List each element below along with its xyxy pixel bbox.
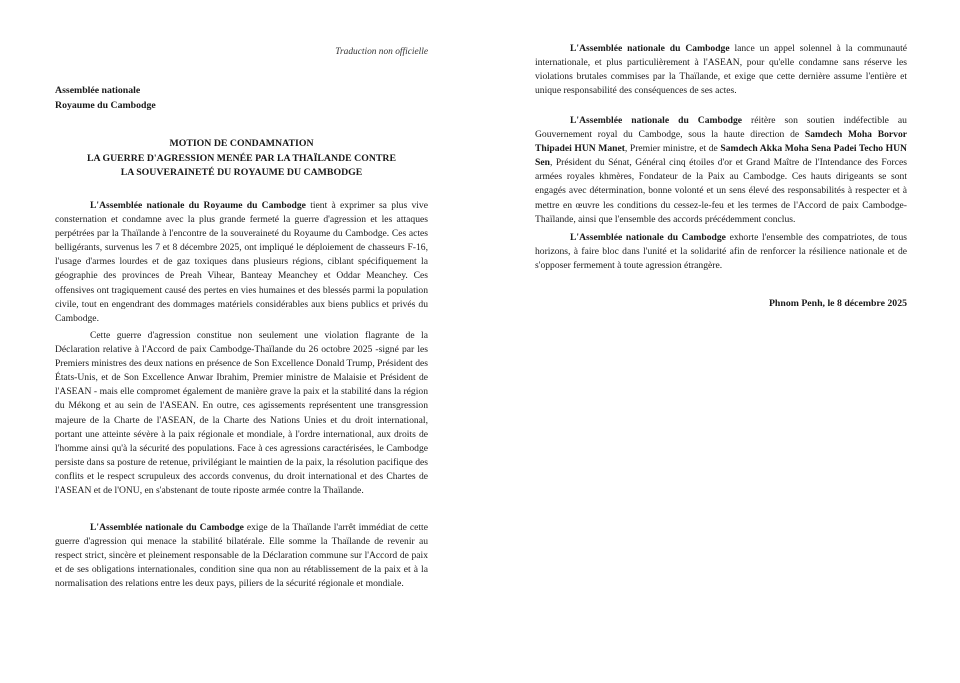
paragraph-text: lance un appel solennel à la communauté internationale, et plus particulièrement à l'ASEAN, pour qu'elle condamne sans réserve les violations brutales commises par la Thaïlande, et exige que cette dernière assume l'entière et unique responsabilité des conséquences de ses actes.	[535, 43, 907, 97]
leader-name-senate-president: Samdech Akka Moha Sena Padei Techo HUN Sen	[535, 143, 907, 169]
sender-line-kingdom: Royaume du Cambodge	[55, 100, 156, 111]
paragraph-lead: L'Assemblée nationale du Cambodge	[570, 115, 743, 126]
translation-note: Traduction non officielle	[335, 47, 428, 57]
title-line-3: LA SOUVERAINETÉ DU ROYAUME DU CAMBODGE	[120, 167, 363, 178]
document-title	[55, 137, 428, 181]
paragraph-text: tient à exprimer sa plus vive consternation et condamne avec la plus grande fermeté la guerre d'agression et les attaques perpétrées par la Thaïlande à l'encontre de la souveraineté du Royaume du Cambodge. Ces actes belligérants, survenus les 7 et 8 décembre 2025, ont impliqué le déploiement de chasseurs F-16, l'usage d'armes lourdes et de gaz toxiques dans plusieurs régions, ciblant spécifiquement la géographie des provinces de Preah Vihear, Banteay Meanchey et Oddar Meanchey. Ces offensives ont tragiquement causé des pertes en vies humaines et des blessés parmi la population civile, tout en engendrant des dommages matériels considérables aux biens publics et privés du Cambodge.	[55, 200, 428, 324]
paragraph-text: Cette guerre d'agression constitue non seulement une violation flagrante de la Déclaration relative à l'Accord de paix Cambodge-Thaïlande du 26 octobre 2025 -signé par les Premiers ministres des deux nations en présence de Son Excellence Donald Trump, Président des États-Unis, et de Son Excellence Anwar Ibrahim, Premier ministre de Malaisie et Président de l'ASEAN - mais elle compromet également de manière grave la paix et la stabilité dans la région du Mékong et au sein de l'ASEAN. En outre, ces agissements représentent une transgression majeure de la Charte de l'ASEAN, de la Charte des Nations Unies et du droit international, portant une atteinte sévère à la paix régionale et mondiale, à l'ordre international, aux droits de l'homme ainsi qu'à la sécurité des populations. Face à ces agressions caractérisées, le Cambodge persiste dans sa posture de retenue, privilégiant le maintien de la paix, la résolution pacifique des conflits et le respect scrupuleux des accords convenus, du droit international et des Chartes de l'ASEAN et de l'ONU, en s'abstenant de toute riposte armée contre la Thaïlande.	[55, 330, 429, 497]
paragraph-support	[535, 114, 907, 227]
paragraph-condemnation	[55, 199, 428, 326]
paragraph-lead: L'Assemblée nationale du Cambodge	[570, 232, 726, 243]
paragraph-text: , Premier ministre, et de	[624, 143, 721, 155]
title-line-2: LA GUERRE D'AGRESSION MENÉE PAR LA THAÏLANDE CONTRE	[86, 152, 397, 164]
paragraph-violation	[55, 329, 428, 498]
paragraph-text: exige de la Thaïlande l'arrêt immédiat de cette guerre d'agression qui menace la stabilité bilatérale. Elle somme la Thaïlande de revenir au respect strict, sincère et pleinement responsable de la Déclaration commune sur l'Accord de paix et de ses obligations internationales, condition sine qua non au rétablissement de la paix et à la normalisation des relations entre les deux pays, piliers de la sécurité régionale et mondiale.	[55, 522, 428, 590]
sender-block	[55, 83, 156, 113]
paragraph-text: exhorte l'ensemble des compatriotes, de tous horizons, à faire bloc dans l'unité et la solidarité afin de renforcer la résilience nationale et de s'opposer fermement à toute agression étrangère.	[535, 232, 907, 272]
page-right	[480, 0, 960, 683]
paragraph-appeal	[535, 42, 907, 98]
paragraph-text: réitère son soutien indéfectible au Gouvernement royal du Cambodge, sous la haute direction de	[535, 115, 907, 141]
paragraph-exhortation	[535, 231, 907, 273]
title-line-1: MOTION DE CONDAMNATION	[169, 138, 314, 149]
paragraph-text: , Président du Sénat, Général cinq étoiles d'or et Grand Maître de l'Intendance des Forces armées royales khmères, Fondateur de la Paix au Cambodge. Ces hauts dirigeants se sont engagés avec détermination, bonne volonté et un sens élevé des responsabilités à respecter et à mettre en œuvre les conditions du cessez-le-feu et les termes de l'Accord de paix Cambodge-Thaïlande, ainsi que l'ensemble des accords précédemment conclus.	[535, 157, 907, 225]
sender-line-assembly: Assemblée nationale	[55, 85, 141, 96]
leader-name-prime-minister: Samdech Moha Borvor Thipadei HUN Manet	[535, 129, 907, 155]
paragraph-demand	[55, 521, 428, 591]
paragraph-lead: L'Assemblée nationale du Cambodge	[90, 522, 244, 533]
paragraph-lead: L'Assemblée nationale du Cambodge	[570, 43, 730, 54]
place-date-signoff: Phnom Penh, le 8 décembre 2025	[768, 298, 907, 309]
paragraph-lead: L'Assemblée nationale du Royaume du Cambodge	[90, 200, 306, 211]
